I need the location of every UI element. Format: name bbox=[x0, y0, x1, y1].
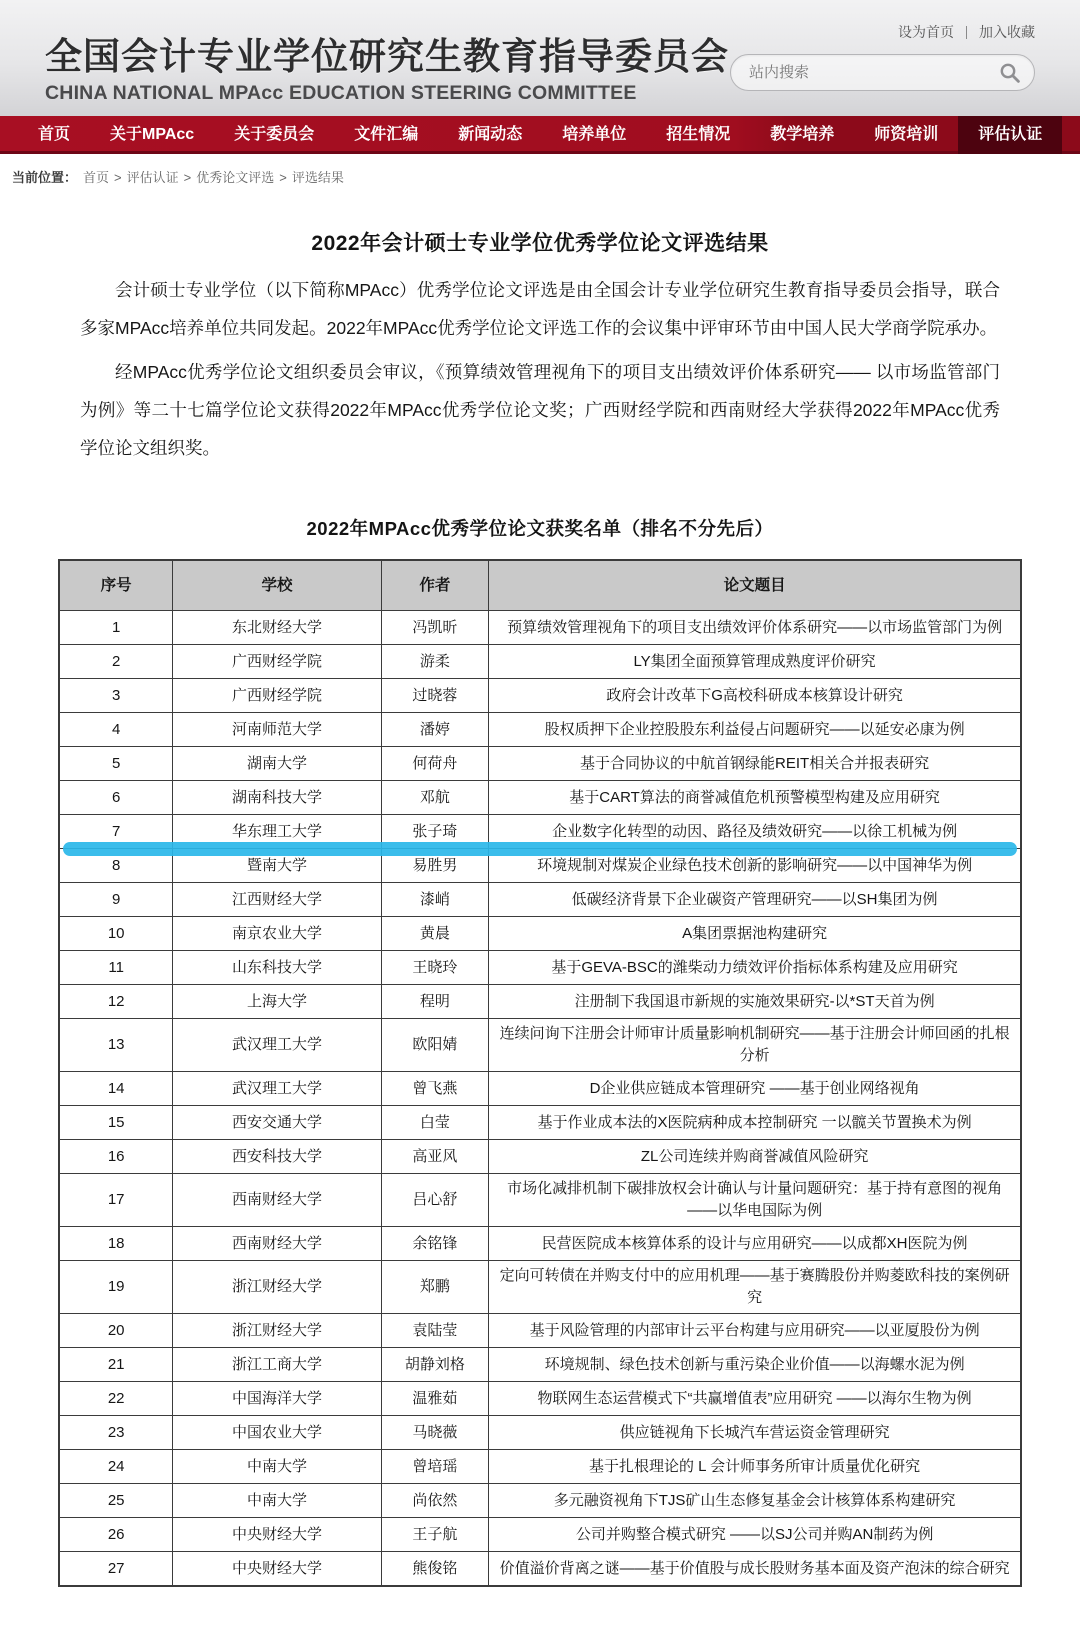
cell-thesis-title: 多元融资视角下TJS矿山生态修复基金会计核算体系构建研究 bbox=[488, 1483, 1020, 1517]
cell-author: 冯凯昕 bbox=[381, 610, 489, 644]
cell-author: 曾培瑶 bbox=[381, 1449, 489, 1483]
nav-item[interactable]: 招生情况 bbox=[666, 126, 731, 143]
cell-author: 张子琦 bbox=[381, 814, 489, 848]
column-header: 作者 bbox=[381, 560, 489, 610]
cell-school: 华东理工大学 bbox=[172, 814, 380, 848]
cell-index: 25 bbox=[60, 1483, 172, 1517]
cell-index: 12 bbox=[60, 984, 172, 1018]
breadcrumb-items bbox=[83, 170, 344, 185]
set-home-link[interactable]: 设为首页 bbox=[898, 24, 954, 40]
cell-school: 广西财经学院 bbox=[172, 678, 380, 712]
cell-school: 湖南大学 bbox=[172, 746, 380, 780]
cell-school: 浙江财经大学 bbox=[172, 1260, 380, 1313]
cell-thesis-title: 基于风险管理的内部审计云平台构建与应用研究——以亚厦股份为例 bbox=[488, 1313, 1020, 1347]
cell-school: 武汉理工大学 bbox=[172, 1071, 380, 1105]
table-row bbox=[60, 882, 1020, 916]
table-row bbox=[60, 1018, 1020, 1071]
table-row bbox=[60, 1139, 1020, 1173]
site-logo bbox=[45, 26, 729, 105]
cell-thesis-title: 定向可转债在并购支付中的应用机理——基于赛腾股份并购菱欧科技的案例研究 bbox=[488, 1260, 1020, 1313]
cell-school: 山东科技大学 bbox=[172, 950, 380, 984]
cell-index: 7 bbox=[60, 814, 172, 848]
cell-thesis-title: 民营医院成本核算体系的设计与应用研究——以成都XH医院为例 bbox=[488, 1226, 1020, 1260]
cell-school: 东北财经大学 bbox=[172, 610, 380, 644]
search-icon[interactable] bbox=[998, 61, 1022, 85]
add-favorite-link[interactable]: 加入收藏 bbox=[979, 24, 1035, 40]
cell-index: 23 bbox=[60, 1415, 172, 1449]
cell-index: 6 bbox=[60, 780, 172, 814]
cell-index: 26 bbox=[60, 1517, 172, 1551]
table-row bbox=[60, 1226, 1020, 1260]
cell-author: 邓航 bbox=[381, 780, 489, 814]
cell-author: 黄晨 bbox=[381, 916, 489, 950]
cell-index: 17 bbox=[60, 1173, 172, 1226]
cell-school: 中央财经大学 bbox=[172, 1551, 380, 1585]
cell-school: 中国海洋大学 bbox=[172, 1381, 380, 1415]
cell-author: 王晓玲 bbox=[381, 950, 489, 984]
cell-school: 武汉理工大学 bbox=[172, 1018, 380, 1071]
cell-school: 中南大学 bbox=[172, 1449, 380, 1483]
cell-thesis-title: 环境规制对煤炭企业绿色技术创新的影响研究——以中国神华为例 bbox=[488, 848, 1020, 882]
cell-index: 27 bbox=[60, 1551, 172, 1585]
cell-school: 西安科技大学 bbox=[172, 1139, 380, 1173]
cell-thesis-title: 政府会计改革下G高校科研成本核算设计研究 bbox=[488, 678, 1020, 712]
main-nav-list bbox=[0, 116, 1080, 154]
cell-thesis-title: 价值溢价背离之谜——基于价值股与成长股财务基本面及资产泡沫的综合研究 bbox=[488, 1551, 1020, 1585]
cell-thesis-title: 企业数字化转型的动因、路径及绩效研究——以徐工机械为例 bbox=[488, 814, 1020, 848]
cell-school: 西南财经大学 bbox=[172, 1226, 380, 1260]
cell-author: 王子航 bbox=[381, 1517, 489, 1551]
nav-item[interactable]: 新闻动态 bbox=[458, 126, 523, 143]
cell-author: 曾飞燕 bbox=[381, 1071, 489, 1105]
cell-index: 19 bbox=[60, 1260, 172, 1313]
cell-thesis-title: 环境规制、绿色技术创新与重污染企业价值——以海螺水泥为例 bbox=[488, 1347, 1020, 1381]
cell-school: 暨南大学 bbox=[172, 848, 380, 882]
table-row bbox=[60, 1347, 1020, 1381]
cell-author: 熊俊铭 bbox=[381, 1551, 489, 1585]
cell-index: 4 bbox=[60, 712, 172, 746]
breadcrumb-link[interactable]: 评估认证 bbox=[126, 170, 179, 185]
table-row bbox=[60, 1551, 1020, 1585]
search-input[interactable] bbox=[749, 55, 979, 90]
site-search[interactable] bbox=[730, 54, 1035, 91]
cell-thesis-title: 基于作业成本法的X医院病种成本控制研究 一以髋关节置换术为例 bbox=[488, 1105, 1020, 1139]
cell-author: 余铭锋 bbox=[381, 1226, 489, 1260]
table-row bbox=[60, 1415, 1020, 1449]
breadcrumb-label: 当前位置： bbox=[12, 170, 78, 185]
cell-index: 8 bbox=[60, 848, 172, 882]
cell-thesis-title: 基于GEVA-BSC的潍柴动力绩效评价指标体系构建及应用研究 bbox=[488, 950, 1020, 984]
cell-author: 袁陆莹 bbox=[381, 1313, 489, 1347]
table-row bbox=[60, 1105, 1020, 1139]
paragraph-2: 经MPAcc优秀学位论文组织委员会审议，《预算绩效管理视角下的项目支出绩效评价体系研究—— 以市场监管部门为例》等二十七篇学位论文获得2022年MPAcc优秀学位论文奖；广西财经学院和西南财经大学获得2022年MPAcc优秀学位论文组织奖。 bbox=[80, 362, 1000, 458]
cell-thesis-title: 基于扎根理论的 L 会计师事务所审计质量优化研究 bbox=[488, 1449, 1020, 1483]
paragraph-1: 会计硕士专业学位（以下简称MPAcc）优秀学位论文评选是由全国会计专业学位研究生教育指导委员会指导，联合多家MPAcc培养单位共同发起。2022年MPAcc优秀学位论文评选工作的会议集中评审环节由中国人民大学商学院承办。 bbox=[80, 280, 1000, 338]
cell-index: 24 bbox=[60, 1449, 172, 1483]
cell-index: 18 bbox=[60, 1226, 172, 1260]
table-row bbox=[60, 1313, 1020, 1347]
cell-thesis-title: 低碳经济背景下企业碳资产管理研究——以SH集团为例 bbox=[488, 882, 1020, 916]
table-row bbox=[60, 1173, 1020, 1226]
table-row bbox=[60, 678, 1020, 712]
table-row bbox=[60, 1449, 1020, 1483]
cell-thesis-title: 基于合同协议的中航首钢绿能REIT相关合并报表研究 bbox=[488, 746, 1020, 780]
cell-author: 白莹 bbox=[381, 1105, 489, 1139]
table-title: 2022年MPAcc优秀学位论文获奖名单（排名不分先后） bbox=[306, 518, 774, 539]
breadcrumb-link[interactable]: 优秀论文评选 bbox=[196, 170, 275, 185]
cell-thesis-title: 公司并购整合模式研究 ——以SJ公司并购AN制药为例 bbox=[488, 1517, 1020, 1551]
cell-author: 过晓蓉 bbox=[381, 678, 489, 712]
cell-thesis-title: 市场化减排机制下碳排放权会计确认与计量问题研究：基于持有意图的视角 ——以华电国际为例 bbox=[488, 1173, 1020, 1226]
cell-index: 20 bbox=[60, 1313, 172, 1347]
cell-school: 中南大学 bbox=[172, 1483, 380, 1517]
nav-item[interactable]: 培养单位 bbox=[562, 126, 627, 143]
cell-index: 11 bbox=[60, 950, 172, 984]
table-row bbox=[60, 1260, 1020, 1313]
cell-school: 河南师范大学 bbox=[172, 712, 380, 746]
table-row bbox=[60, 712, 1020, 746]
cell-index: 16 bbox=[60, 1139, 172, 1173]
table-row bbox=[60, 644, 1020, 678]
table-row bbox=[60, 848, 1020, 882]
cell-author: 游柔 bbox=[381, 644, 489, 678]
cell-thesis-title: 物联网生态运营模式下“共赢增值表”应用研究 ——以海尔生物为例 bbox=[488, 1381, 1020, 1415]
breadcrumb-separator: > bbox=[183, 170, 192, 185]
cell-thesis-title: LY集团全面预算管理成熟度评价研究 bbox=[488, 644, 1020, 678]
nav-item[interactable]: 文件汇编 bbox=[354, 126, 419, 143]
table-row bbox=[60, 814, 1020, 848]
cell-index: 21 bbox=[60, 1347, 172, 1381]
cell-index: 10 bbox=[60, 916, 172, 950]
cell-school: 西南财经大学 bbox=[172, 1173, 380, 1226]
cell-author: 漆峭 bbox=[381, 882, 489, 916]
site-header bbox=[0, 0, 1080, 116]
cell-thesis-title: A集团票据池构建研究 bbox=[488, 916, 1020, 950]
table-row bbox=[60, 1483, 1020, 1517]
cell-school: 浙江财经大学 bbox=[172, 1313, 380, 1347]
cell-index: 22 bbox=[60, 1381, 172, 1415]
breadcrumb-separator: > bbox=[279, 170, 287, 185]
table-row bbox=[60, 1517, 1020, 1551]
cell-author: 潘婷 bbox=[381, 712, 489, 746]
link-divider bbox=[966, 26, 967, 39]
column-header: 序号 bbox=[60, 560, 172, 610]
cell-author: 马晓薇 bbox=[381, 1415, 489, 1449]
cell-school: 江西财经大学 bbox=[172, 882, 380, 916]
cell-thesis-title: 基于CART算法的商誉减值危机预警模型构建及应用研究 bbox=[488, 780, 1020, 814]
cell-author: 温雅茹 bbox=[381, 1381, 489, 1415]
cell-index: 1 bbox=[60, 610, 172, 644]
table-row bbox=[60, 780, 1020, 814]
table-row bbox=[60, 1381, 1020, 1415]
cell-school: 湖南科技大学 bbox=[172, 780, 380, 814]
header-right bbox=[730, 22, 1035, 91]
table-row bbox=[60, 746, 1020, 780]
breadcrumb-link[interactable]: 首页 bbox=[83, 170, 110, 185]
table-header-row bbox=[60, 560, 1020, 610]
cell-index: 9 bbox=[60, 882, 172, 916]
column-header: 论文题目 bbox=[488, 560, 1020, 610]
cell-thesis-title: 连续问询下注册会计师审计质量影响机制研究——基于注册会计师回函的扎根分析 bbox=[488, 1018, 1020, 1071]
cell-author: 胡静刘格 bbox=[381, 1347, 489, 1381]
cell-index: 15 bbox=[60, 1105, 172, 1139]
nav-item[interactable]: 关于委员会 bbox=[234, 126, 315, 143]
nav-item[interactable]: 教学培养 bbox=[770, 126, 835, 143]
cell-school: 广西财经学院 bbox=[172, 644, 380, 678]
cell-thesis-title: 注册制下我国退市新规的实施效果研究-以*ST天首为例 bbox=[488, 984, 1020, 1018]
cell-author: 何荷舟 bbox=[381, 746, 489, 780]
cell-school: 中央财经大学 bbox=[172, 1517, 380, 1551]
table-row bbox=[60, 1071, 1020, 1105]
column-header: 学校 bbox=[172, 560, 380, 610]
nav-item[interactable]: 师资培训 bbox=[874, 126, 939, 143]
table-row bbox=[60, 984, 1020, 1018]
cell-thesis-title: 股权质押下企业控股股东利益侵占问题研究——以延安必康为例 bbox=[488, 712, 1020, 746]
page-title: 2022年会计硕士专业学位优秀学位论文评选结果 bbox=[311, 232, 769, 255]
nav-item[interactable]: 首页 bbox=[38, 126, 71, 143]
cell-index: 5 bbox=[60, 746, 172, 780]
cell-author: 尚依然 bbox=[381, 1483, 489, 1517]
cell-school: 南京农业大学 bbox=[172, 916, 380, 950]
breadcrumb-link[interactable]: 评选结果 bbox=[291, 170, 344, 185]
cell-index: 3 bbox=[60, 678, 172, 712]
cell-author: 程明 bbox=[381, 984, 489, 1018]
awards-table bbox=[58, 559, 1022, 1587]
cell-thesis-title: D企业供应链成本管理研究 ——基于创业网络视角 bbox=[488, 1071, 1020, 1105]
cell-author: 易胜男 bbox=[381, 848, 489, 882]
cell-author: 高亚风 bbox=[381, 1139, 489, 1173]
cell-school: 西安交通大学 bbox=[172, 1105, 380, 1139]
cell-thesis-title: 预算绩效管理视角下的项目支出绩效评价体系研究——以市场监管部门为例 bbox=[488, 610, 1020, 644]
table-row bbox=[60, 916, 1020, 950]
cell-thesis-title: 供应链视角下长城汽车营运资金管理研究 bbox=[488, 1415, 1020, 1449]
cell-author: 欧阳婧 bbox=[381, 1018, 489, 1071]
cell-author: 郑鹏 bbox=[381, 1260, 489, 1313]
cell-school: 上海大学 bbox=[172, 984, 380, 1018]
breadcrumb-separator: > bbox=[114, 170, 122, 185]
breadcrumb bbox=[0, 154, 1080, 199]
article bbox=[0, 227, 1080, 1643]
main-nav bbox=[0, 116, 1080, 154]
cell-school: 浙江工商大学 bbox=[172, 1347, 380, 1381]
cell-school: 中国农业大学 bbox=[172, 1415, 380, 1449]
top-links bbox=[730, 22, 1035, 42]
cell-author: 吕心舒 bbox=[381, 1173, 489, 1226]
table-row bbox=[60, 610, 1020, 644]
site-title-en: CHINA NATIONAL MPAcc EDUCATION STEERING COMMITTEE bbox=[45, 82, 637, 104]
cell-index: 2 bbox=[60, 644, 172, 678]
nav-item[interactable]: 关于MPAcc bbox=[110, 126, 195, 143]
cell-thesis-title: ZL公司连续并购商誉减值风险研究 bbox=[488, 1139, 1020, 1173]
table-row bbox=[60, 950, 1020, 984]
site-title-cn: 全国会计专业学位研究生教育指导委员会 bbox=[45, 36, 729, 77]
nav-item[interactable]: 评估认证 bbox=[958, 116, 1062, 154]
cell-index: 13 bbox=[60, 1018, 172, 1071]
cell-index: 14 bbox=[60, 1071, 172, 1105]
